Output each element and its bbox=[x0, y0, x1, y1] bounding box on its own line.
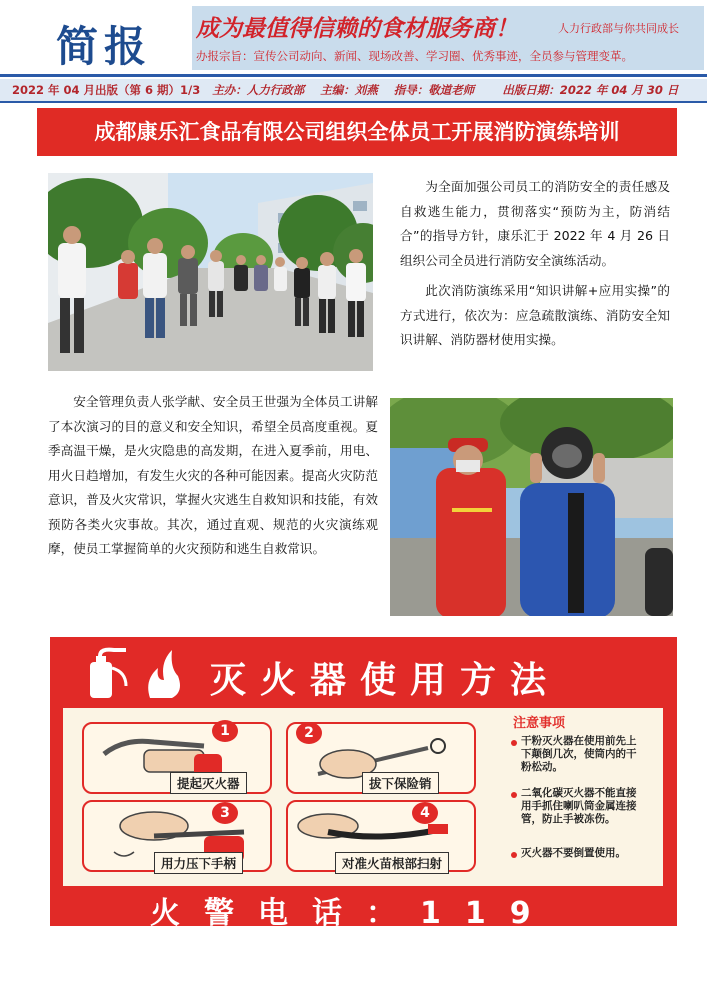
step-1-number: 1 bbox=[212, 720, 238, 742]
article-body bbox=[48, 390, 378, 562]
step-2-label: 拔下保险销 bbox=[362, 772, 439, 794]
evacuation-drill-photo bbox=[48, 173, 373, 371]
note-2: 二氧化碳灭火器不能直接用手抓住喇叭筒金属连接管，防止手被冻伤。 bbox=[521, 787, 637, 825]
fire-hotline: 火警电话：119 bbox=[150, 896, 555, 931]
sponsor: 主办：人力行政部 bbox=[212, 83, 305, 97]
step-2-number: 2 bbox=[296, 722, 322, 744]
poster-title: 灭火器使用方法 bbox=[210, 660, 561, 701]
step-4-number: 4 bbox=[412, 802, 438, 824]
step-1-label: 提起灭火器 bbox=[170, 772, 247, 794]
article-paragraph-3: 安全管理负责人张学献、安全员王世强为全体员工讲解了本次演习的目的意义和安全知识，希望全员高度重视。夏季高温干燥，是火灾隐患的高发期，在进入夏季前，用电、用火日趋增加，有发生火灾的各种可能因素。提高火灾防范意识，普及火灾常识，掌握火灾逃生自救知识和技能，有效预防各类火灾事故。其次，通过直观、规范的火灾演练观摩，使员工掌握简单的火灾预防和逃生自救常识。 bbox=[48, 394, 378, 556]
header-divider-top bbox=[0, 74, 707, 77]
safety-training-photo bbox=[390, 398, 673, 616]
step-3-number: 3 bbox=[212, 802, 238, 824]
note-bullet-icon bbox=[511, 740, 517, 746]
company-slogan: 成为最值得信赖的食材服务商！ bbox=[196, 16, 518, 42]
step-3-label: 用力压下手柄 bbox=[154, 852, 243, 874]
article-title: 成都康乐汇食品有限公司组织全体员工开展消防演练培训 bbox=[94, 120, 620, 144]
note-1: 干粉灭火器在使用前先上下颠倒几次，使筒内的干粉松动。 bbox=[521, 735, 637, 773]
article-paragraph-2: 此次消防演练采用“知识讲解+应用实操”的方式进行，依次为：应急疏散演练、消防安全知识讲解、消防器材使用实操。 bbox=[400, 283, 670, 347]
issue-info bbox=[12, 82, 678, 98]
note-bullet-icon bbox=[511, 792, 517, 798]
notes-title: 注意事项 bbox=[513, 716, 566, 731]
flame-icon bbox=[142, 646, 182, 704]
article-paragraph-1: 为全面加强公司员工的消防安全的责任感及自救逃生能力，贯彻落实“预防为主，防消结合”的指导方针，康乐汇于 2022 年 4 月 26 日组织公司全员进行消防安全演练活动。 bbox=[400, 179, 670, 268]
editor: 主编：刘燕 bbox=[320, 83, 378, 97]
header-divider-bottom bbox=[0, 101, 707, 103]
note-bullet-icon bbox=[511, 852, 517, 858]
newsletter-logo: 简报 bbox=[56, 22, 153, 71]
advisor: 指导：敬道老师 bbox=[393, 83, 475, 97]
note-3: 灭火器不要倒置使用。 bbox=[521, 847, 626, 859]
newsletter-purpose: 办报宗旨：宣传公司动向、新闻、现场改善、学习圈、优秀事迹，全员参与管理变革。 bbox=[196, 49, 633, 63]
issue-number: 2022 年 04 月出版（第 6 期）1/3 bbox=[12, 83, 201, 97]
fire-extinguisher-icon bbox=[86, 646, 134, 704]
step-4-label: 对准火苗根部扫射 bbox=[335, 852, 449, 874]
article-intro bbox=[400, 175, 670, 353]
slogan-subtitle: 人力行政部与你共同成长 bbox=[558, 22, 679, 35]
publish-date: 出版日期：2022 年 04 月 30 日 bbox=[502, 83, 679, 97]
